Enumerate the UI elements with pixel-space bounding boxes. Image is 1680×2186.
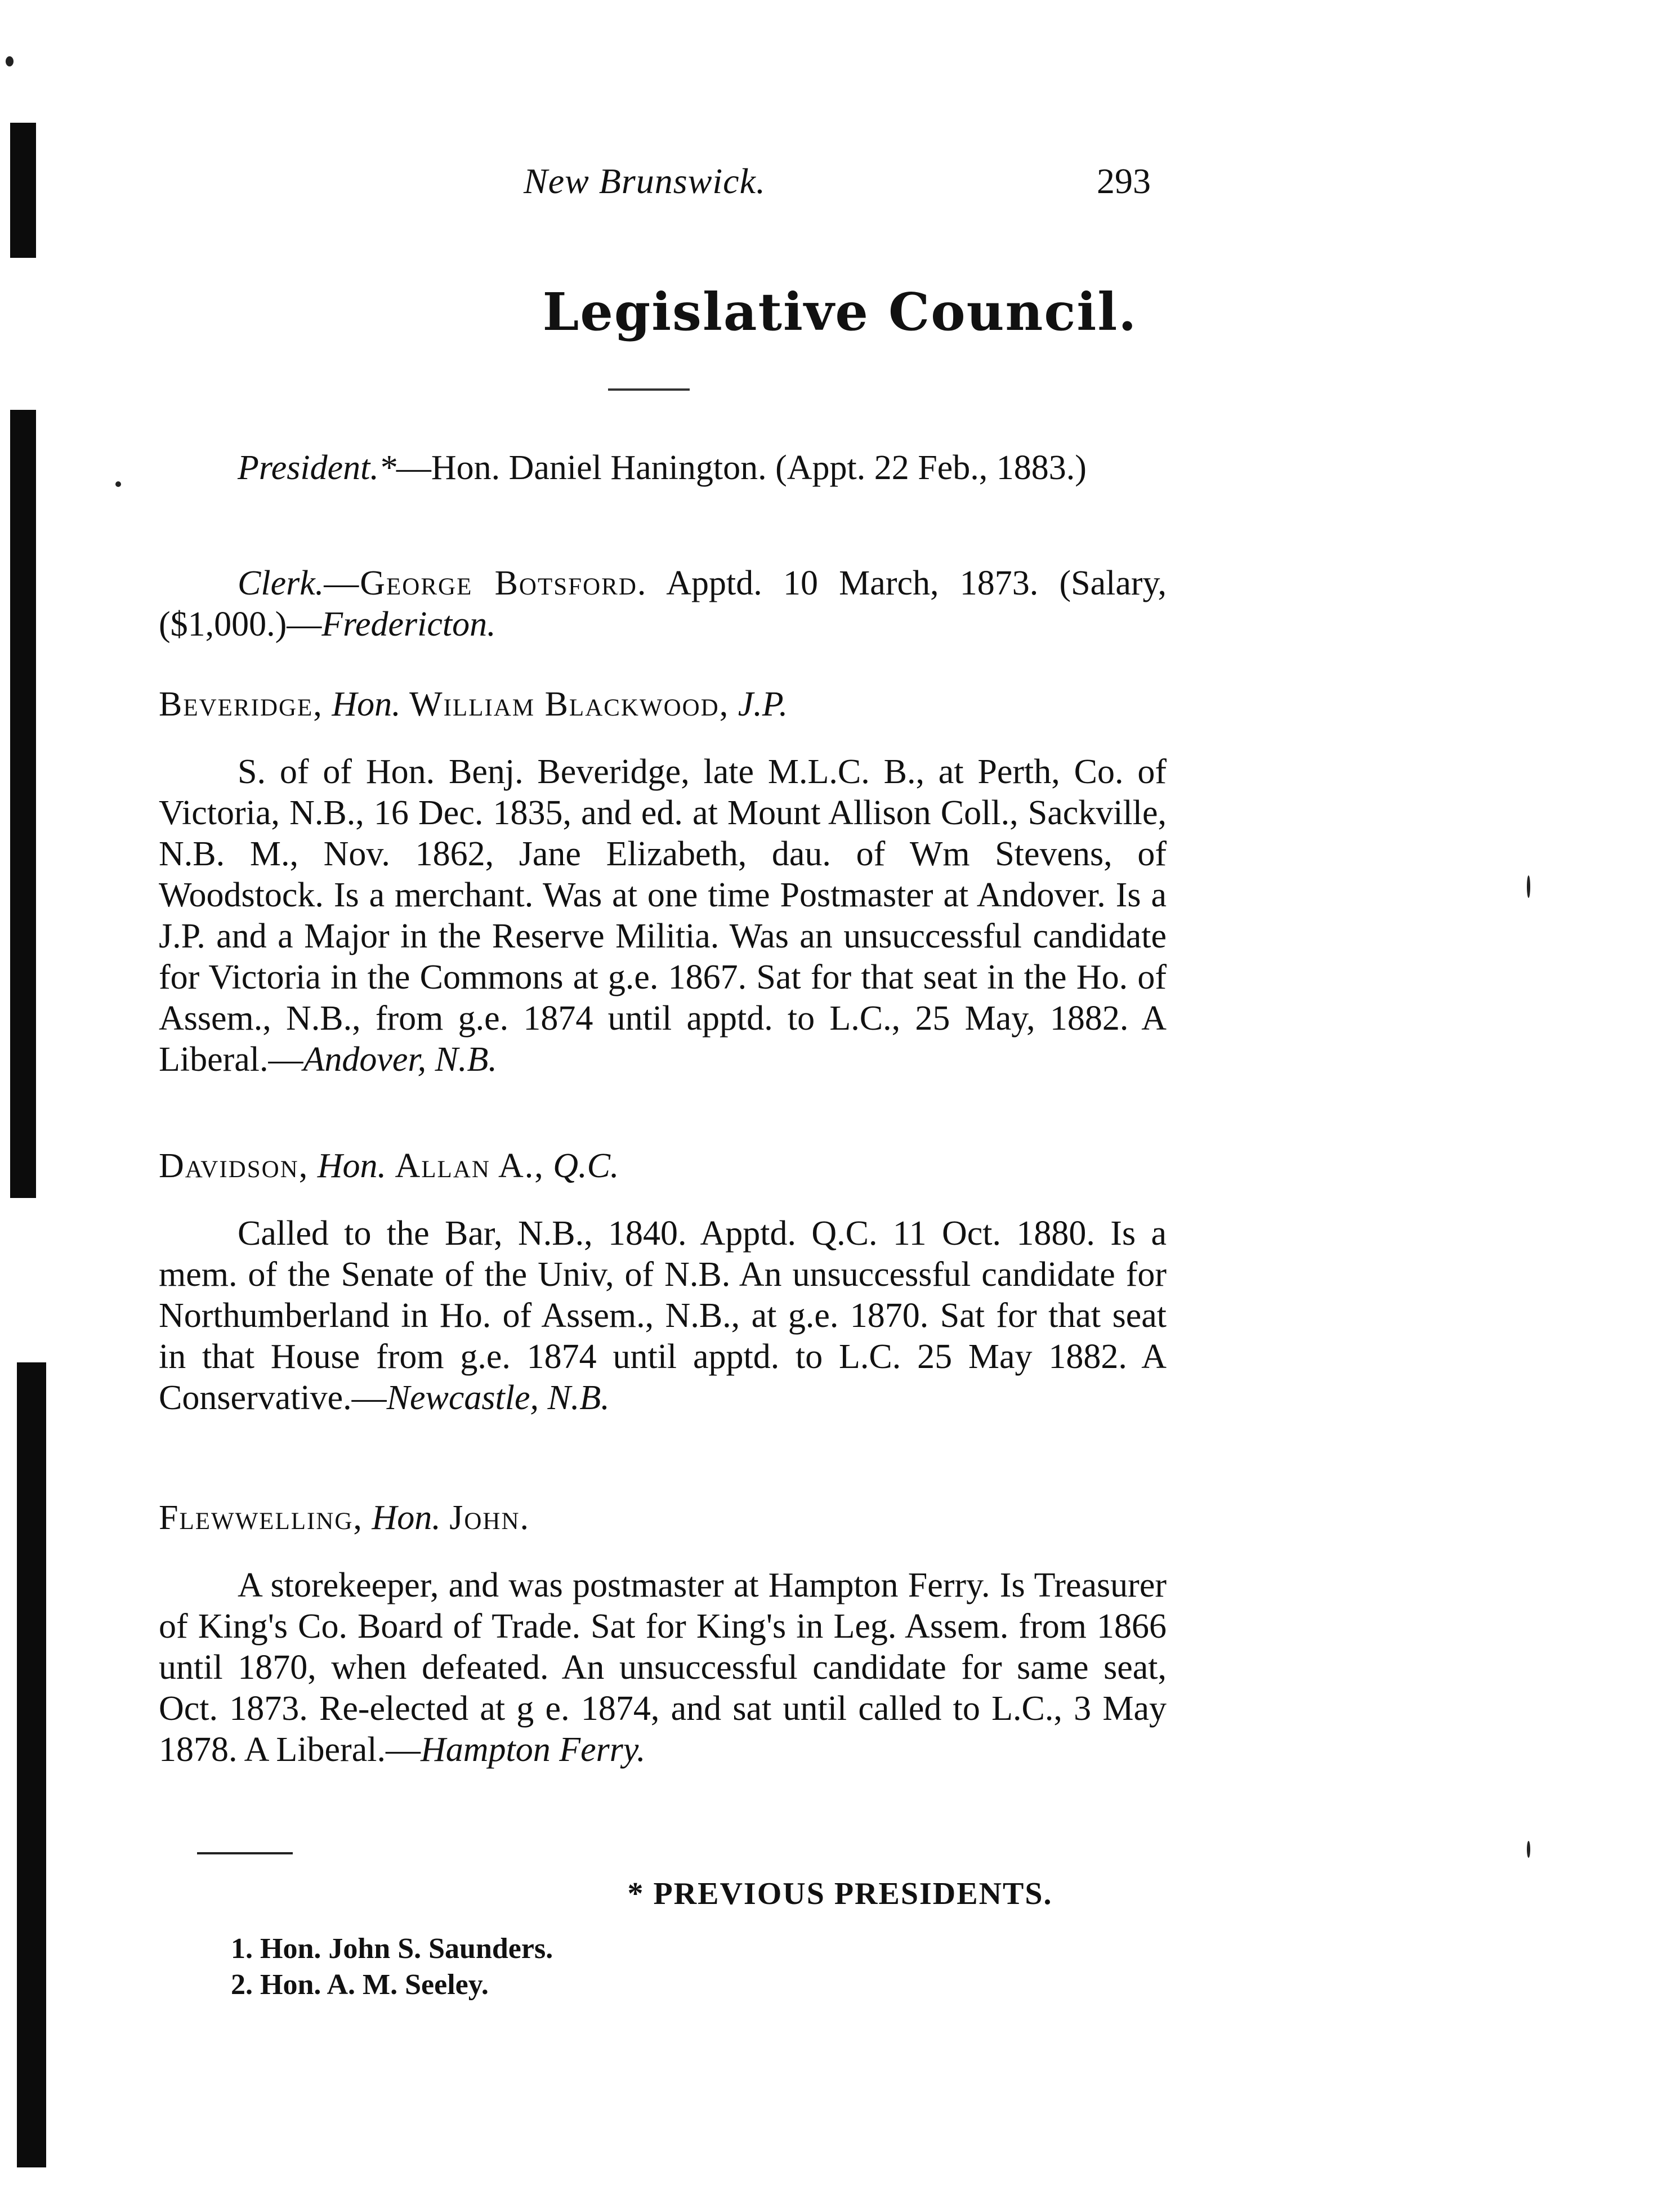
clerk-role: Clerk. (238, 564, 324, 602)
member-bio-text: S. of of Hon. Benj. Beveridge, late M.L.C. B., at Perth, Co. of Victoria, N.B., 16 Dec. 1835, and ed. at Mount Allison Coll., Sackville, N.B. M., Nov. 1862, Jane Elizabeth, dau. of Wm Stevens, of Woodstock. Is a merchant. Was at one time Postmaster at Andover. Is a J.P. and a Major in the Reserve Militia. Was an unsuccessful candidate for Victoria in the Commons at g.e. 1867. Sat for that seat in the Ho. of Assem., N.B., from g.e. 1874 until apptd. to L.C., 25 May, 1882. A Liberal.— (159, 753, 1167, 1079)
section-title: Legislative Council. (542, 281, 1138, 342)
member-surname: Davidson, (159, 1147, 309, 1185)
scan-edge-bar-top (10, 123, 36, 258)
member-surname: Flewwelling, (159, 1499, 363, 1537)
running-header: New Brunswick. (524, 161, 766, 201)
clerk-paragraph (159, 563, 1167, 645)
footnote-list (231, 1931, 553, 2003)
member-bio-text: Called to the Bar, N.B., 1840. Apptd. Q.C. 11 Oct. 1880. Is a mem. of the Senate of the Univ, of N.B. An unsuccessful candidate for Northumberland in Ho. of Assem., N.B., at g.e. 1870. Sat for that seat in that House from g.e. 1874 until apptd. to L.C. 25 May 1882. A Conservative.— (159, 1214, 1167, 1417)
scan-speck (115, 481, 121, 487)
member-suffix: J.P. (738, 685, 788, 723)
scan-speck (1527, 875, 1530, 898)
member-given-names: Allan A., (395, 1147, 544, 1185)
clerk-name: —George Botsford. (324, 564, 647, 602)
member-suffix: Q.C. (553, 1147, 619, 1185)
footnote-item: 2. Hon. A. M. Seeley. (231, 1969, 489, 2001)
scan-edge-bar-bottom (17, 1362, 46, 2167)
member-surname: Beveridge, (159, 685, 323, 723)
president-text: —Hon. Daniel Hanington. (Appt. 22 Feb., 1883.) (396, 449, 1087, 487)
president-paragraph (159, 448, 1167, 489)
president-role: President.* (238, 449, 396, 487)
footnote-rule (197, 1852, 293, 1854)
member-given-names: William Blackwood, (409, 685, 730, 723)
member-residence: Andover, N.B. (303, 1040, 497, 1079)
member-residence: Hampton Ferry. (420, 1731, 646, 1769)
member-given-names: John. (449, 1499, 530, 1537)
member-bio-flewwelling (159, 1565, 1167, 1771)
member-honorific: Hon. (332, 685, 401, 723)
clerk-appointment: Apptd. 10 March, 1873. (666, 564, 1039, 602)
scan-speck (6, 56, 14, 66)
member-bio-davidson (159, 1213, 1167, 1419)
clerk-salary: (Salary, ($1,000.)— (159, 564, 1167, 643)
scan-speck (1527, 1841, 1530, 1858)
member-residence: Newcastle, N.B. (386, 1379, 610, 1417)
title-divider (608, 388, 690, 391)
page-number: 293 (1097, 161, 1151, 201)
member-bio-beveridge (159, 752, 1167, 1080)
clerk-residence: Fredericton. (321, 605, 496, 643)
footnote-item: 1. Hon. John S. Saunders. (231, 1933, 553, 1965)
member-heading-beveridge (159, 684, 788, 725)
footnote-heading: * PREVIOUS PRESIDENTS. (627, 1876, 1053, 1911)
scan-edge-bar-middle (10, 410, 36, 1198)
member-heading-flewwelling (159, 1497, 530, 1539)
member-heading-davidson (159, 1146, 619, 1187)
member-honorific: Hon. (372, 1499, 441, 1537)
member-honorific: Hon. (317, 1147, 387, 1185)
member-bio-text: A storekeeper, and was postmaster at Hampton Ferry. Is Treasurer of King's Co. Board of Trade. Sat for King's in Leg. Assem. from 1866 until 1870, when defeated. An unsuccessful candidate for same seat, Oct. 1873. Re-elected at g e. 1874, and sat until called to L.C., 3 May 1878. A Liberal.— (159, 1566, 1167, 1769)
